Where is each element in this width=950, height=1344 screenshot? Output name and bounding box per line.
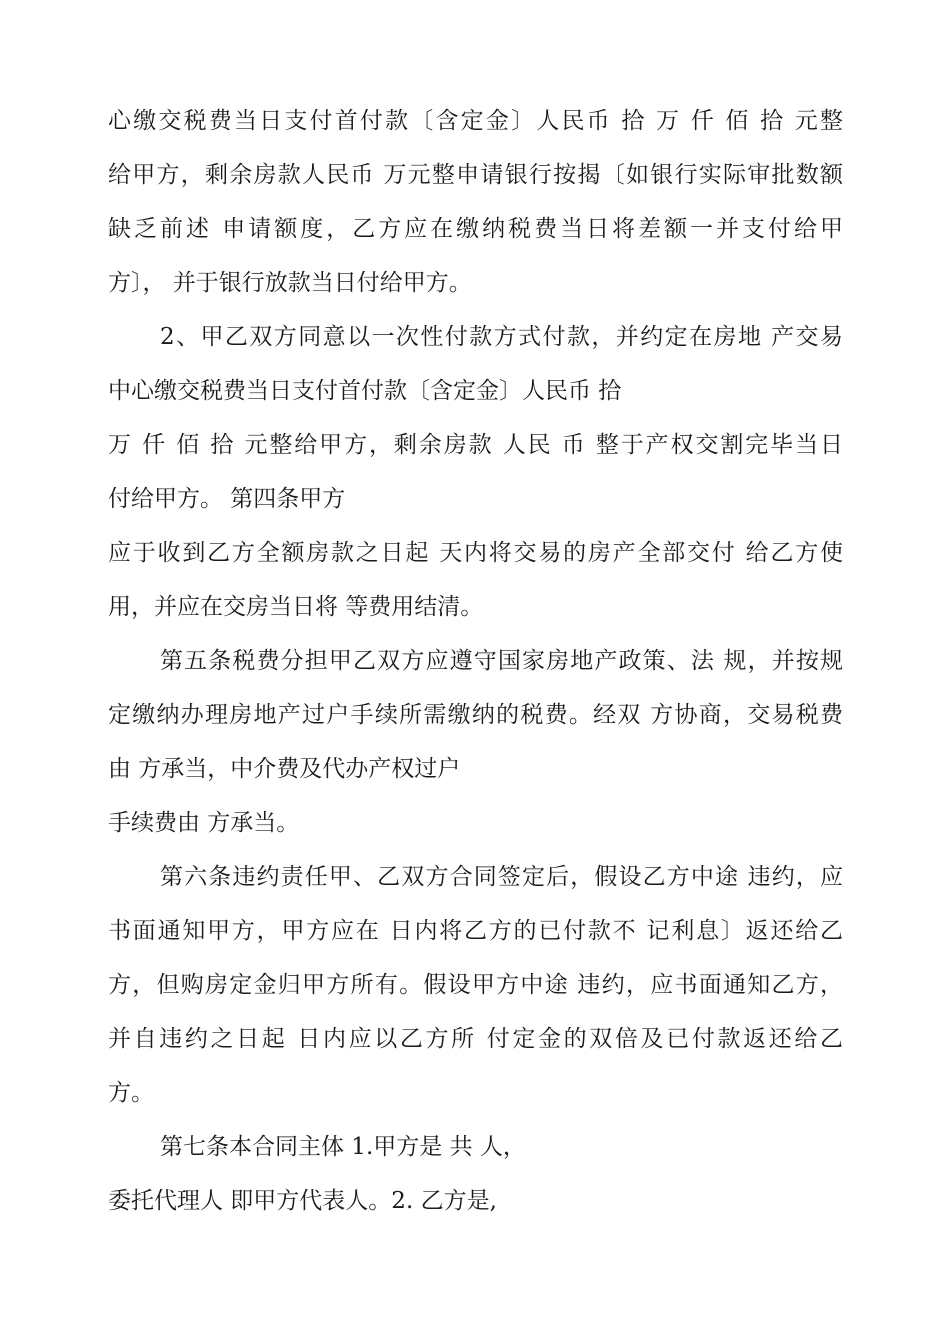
text-line: 书面通知甲方，甲方应在 日内将乙方的已付款不 记利息〕返还给乙 bbox=[108, 918, 843, 944]
text-line: 手续费由 方承当。 bbox=[108, 810, 300, 836]
text-line: 并自违约之日起 日内应以乙方所 付定金的双倍及已付款返还给乙 bbox=[108, 1026, 843, 1052]
text-line: 给甲方，剩余房款人民币 万元整申请银行按揭〔如银行实际审批数额 bbox=[108, 162, 843, 188]
text-line: 2、甲乙双方同意以一次性付款方式付款，并约定在房地 产交易 bbox=[160, 324, 843, 350]
text-line: 第五条税费分担甲乙双方应遵守国家房地产政策、法 规，并按规 bbox=[160, 648, 843, 674]
text-line: 方〕， 并于银行放款当日付给甲方。 bbox=[108, 270, 472, 296]
text-line: 第六条违约责任甲、乙双方合同签定后，假设乙方中途 违约，应 bbox=[160, 864, 843, 890]
text-line: 缺乏前述 申请额度，乙方应在缴纳税费当日将差额一并支付给甲 bbox=[108, 216, 843, 242]
text-line: 心缴交税费当日支付首付款〔含定金〕人民币 拾 万 仟 佰 拾 元整 bbox=[108, 108, 843, 134]
text-line: 中心缴交税费当日支付首付款〔含定金〕人民币 拾 bbox=[108, 378, 622, 404]
text-line: 方。 bbox=[108, 1080, 154, 1106]
text-line: 用，并应在交房当日将 等费用结清。 bbox=[108, 594, 484, 620]
text-line: 定缴纳办理房地产过户手续所需缴纳的税费。经双 方协商，交易税费 bbox=[108, 702, 843, 728]
text-line: 应于收到乙方全额房款之日起 天内将交易的房产全部交付 给乙方使 bbox=[108, 540, 843, 566]
text-line: 万 仟 佰 拾 元整给甲方，剩余房款 人民 币 整于产权交割完毕当日 bbox=[108, 432, 843, 458]
text-line: 付给甲方。 第四条甲方 bbox=[108, 486, 346, 512]
text-line: 委托代理人 即甲方代表人。2. 乙方是, bbox=[108, 1188, 497, 1214]
text-line: 方，但购房定金归甲方所有。假设甲方中途 违约，应书面通知乙方， bbox=[108, 972, 843, 998]
text-line: 由 方承当，中介费及代办产权过户 bbox=[108, 756, 461, 782]
text-line: 第七条本合同主体 1.甲方是 共 人， bbox=[160, 1134, 526, 1160]
